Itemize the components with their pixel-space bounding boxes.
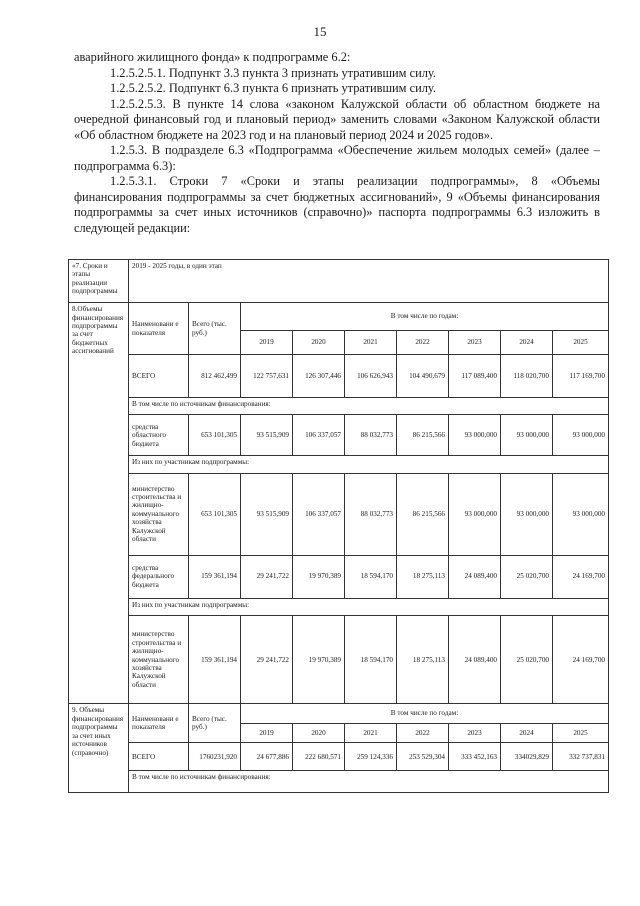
cell-value: 253 529,304	[397, 743, 449, 771]
col-header-name: Наименовани е показателя	[129, 704, 189, 743]
row8-label: 8.Объемы финансирования подпрограммы за счет бюджетных ассигнований	[69, 303, 129, 704]
paragraph: аварийного жилищного фонда» к подпрограмме 6.2:	[74, 50, 351, 64]
subheader-sources: В том числе по источникам финансирования:	[129, 771, 609, 793]
subheader-participants: Из них по участникам подпрограммы:	[129, 598, 609, 615]
cell-value: 334029,829	[501, 743, 553, 771]
row-name: ВСЕГО	[129, 354, 189, 397]
cell-value: 24 677,886	[241, 743, 293, 771]
cell-total: 1760231,920	[189, 743, 241, 771]
year-header: 2023	[449, 723, 501, 742]
year-header: 2024	[501, 331, 553, 355]
cell-total: 653 101,305	[189, 415, 241, 456]
cell-value: 24 169,700	[553, 616, 609, 704]
cell-value: 19 970,389	[293, 616, 345, 704]
year-header: 2024	[501, 723, 553, 742]
col-header-total: Всего (тыс. руб.)	[189, 704, 241, 743]
cell-value: 18 594,170	[345, 616, 397, 704]
paragraph: 1.2.5.3. В подразделе 6.3 «Подпрограмма «Обеспечение жильем молодых семей» (далее – подпрограмма 6.3):	[74, 143, 600, 173]
page-number: 15	[313, 24, 327, 39]
row9-label: 9. Объемы финансирования подпрограммы за счет иных источников (справочно)	[69, 704, 129, 793]
col-header-name: Наименовани е показателя	[129, 303, 189, 355]
col-header-total: Всего (тыс. руб.)	[189, 303, 241, 355]
cell-value: 93 000,000	[449, 473, 501, 555]
row-name: средства областного бюджета	[129, 415, 189, 456]
year-header: 2023	[449, 331, 501, 355]
cell-value: 126 307,446	[293, 354, 345, 397]
cell-value: 332 737,831	[553, 743, 609, 771]
cell-value: 118 020,700	[501, 354, 553, 397]
cell-value: 93 000,000	[501, 415, 553, 456]
row7-label: «7. Сроки и этапы реализации подпрограммы	[69, 260, 129, 303]
cell-value: 106 337,057	[293, 415, 345, 456]
cell-value: 24 089,400	[449, 616, 501, 704]
year-header: 2022	[397, 723, 449, 742]
cell-total: 159 361,194	[189, 616, 241, 704]
cell-value: 19 970,389	[293, 555, 345, 598]
body-text	[74, 50, 600, 236]
cell-total: 653 101,305	[189, 473, 241, 555]
cell-value: 25 020,700	[501, 616, 553, 704]
passport-table	[68, 259, 609, 793]
col-header-years: В том числе по годам:	[241, 704, 609, 723]
cell-value: 106 626,943	[345, 354, 397, 397]
row-name: министерство строительства и жилищно-коммунального хозяйства Калужской области	[129, 616, 189, 704]
year-header: 2019	[241, 331, 293, 355]
year-header: 2020	[293, 331, 345, 355]
subheader-participants: Из них по участникам подпрограммы:	[129, 456, 609, 473]
cell-value: 93 000,000	[501, 473, 553, 555]
year-header: 2025	[553, 723, 609, 742]
cell-value: 333 452,163	[449, 743, 501, 771]
year-header: 2021	[345, 331, 397, 355]
cell-value: 104 490,679	[397, 354, 449, 397]
row-name: министерство строительства и жилищно-коммунального хозяйства Калужской области	[129, 473, 189, 555]
cell-value: 18 275,113	[397, 616, 449, 704]
cell-value: 122 757,631	[241, 354, 293, 397]
cell-value: 93 000,000	[553, 473, 609, 555]
year-header: 2020	[293, 723, 345, 742]
paragraph: 1.2.5.3.1. Строки 7 «Сроки и этапы реализации подпрограммы», 8 «Объемы финансирования подпрограммы за счет бюджетных ассигнований», 9 «Объемы финансирования подпрограммы за счет иных источников (справочно)» паспорта подпрограммы 6.3 изложить в следующей редакции:	[74, 174, 600, 235]
subheader-sources: В том числе по источникам финансирования:	[129, 398, 609, 415]
year-header: 2022	[397, 331, 449, 355]
cell-value: 93 515,909	[241, 473, 293, 555]
row-name: средства федерального бюджета	[129, 555, 189, 598]
cell-value: 25 020,700	[501, 555, 553, 598]
cell-value: 24 169,700	[553, 555, 609, 598]
row7-value: 2019 - 2025 годы, в один этап	[129, 260, 609, 303]
row-name: ВСЕГО	[129, 743, 189, 771]
year-header: 2019	[241, 723, 293, 742]
year-header: 2025	[553, 331, 609, 355]
cell-value: 117 089,400	[449, 354, 501, 397]
cell-value: 29 241,722	[241, 555, 293, 598]
cell-value: 222 680,571	[293, 743, 345, 771]
col-header-years: В том числе по годам:	[241, 303, 609, 331]
paragraph: 1.2.5.2.5.3. В пункте 14 слова «законом Калужской области об областном бюджете на очередной финансовый год и плановый период» заменить словами «Законом Калужской области «Об областном бюджете на 2023 год и на плановый период 2024 и 2025 годов».	[74, 96, 600, 142]
cell-value: 106 337,057	[293, 473, 345, 555]
paragraph: 1.2.5.2.5.1. Подпункт 3.3 пункта 3 признать утратившим силу.	[110, 65, 436, 80]
cell-value: 117 169,700	[553, 354, 609, 397]
year-header: 2021	[345, 723, 397, 742]
cell-value: 86 215,566	[397, 473, 449, 555]
cell-value: 88 032,773	[345, 415, 397, 456]
cell-value: 259 124,336	[345, 743, 397, 771]
cell-value: 93 000,000	[553, 415, 609, 456]
paragraph: 1.2.5.2.5.2. Подпункт 6.3 пункта 6 признать утратившим силу.	[110, 81, 436, 95]
cell-value: 93 515,909	[241, 415, 293, 456]
cell-value: 18 594,170	[345, 555, 397, 598]
cell-value: 88 032,773	[345, 473, 397, 555]
cell-value: 93 000,000	[449, 415, 501, 456]
cell-value: 86 215,566	[397, 415, 449, 456]
cell-total: 159 361,194	[189, 555, 241, 598]
cell-value: 18 275,113	[397, 555, 449, 598]
cell-value: 24 089,400	[449, 555, 501, 598]
cell-total: 812 462,499	[189, 354, 241, 397]
cell-value: 29 241,722	[241, 616, 293, 704]
